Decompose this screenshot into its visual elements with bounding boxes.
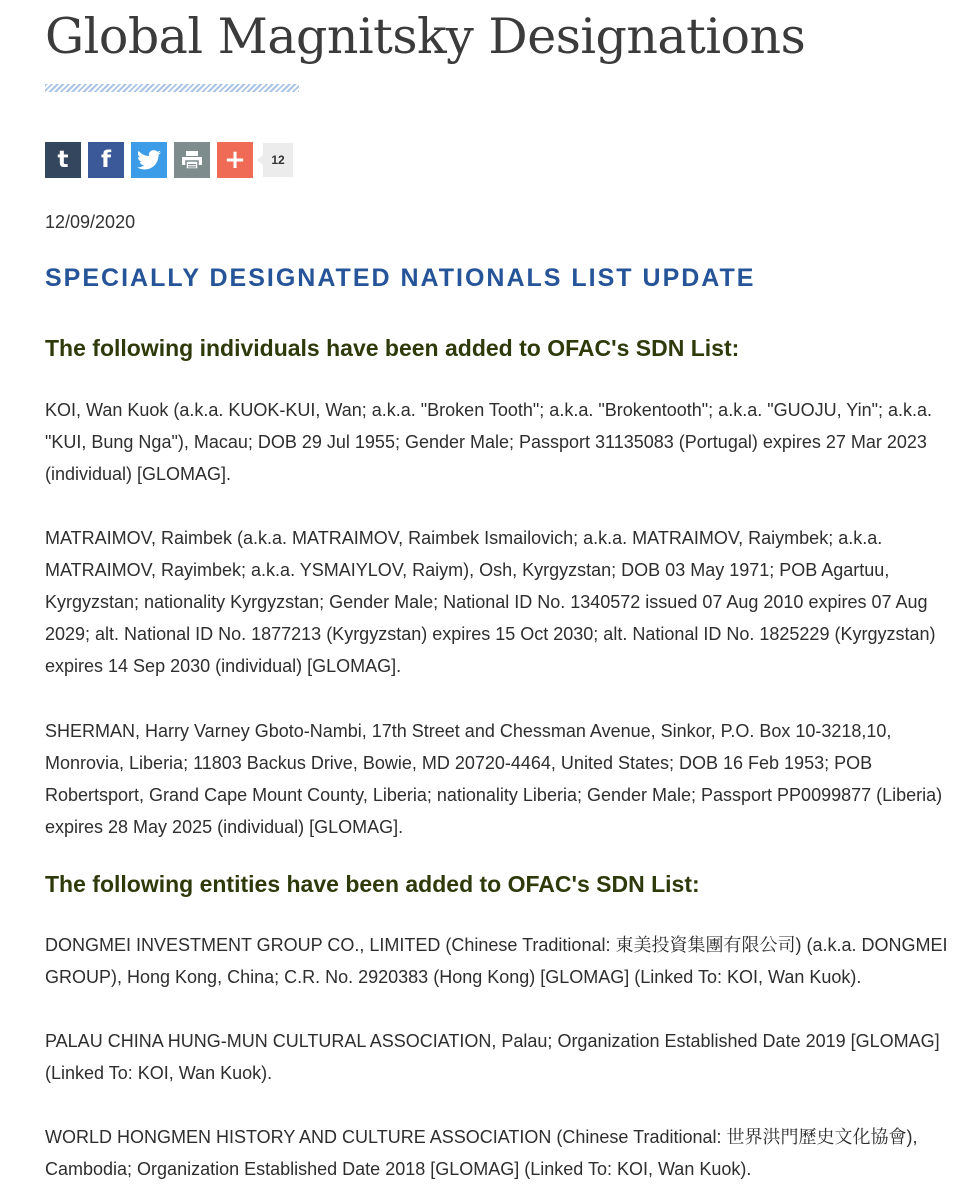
sdn-entry-individual: KOI, Wan Kuok (a.k.a. KUOK-KUI, Wan; a.k.a. "Broken Tooth"; a.k.a. "Brokentooth"; a.k.a. "GUOJU, Yin"; a.k.a. "KUI, Bung Nga"), Macau; DOB 29 Jul 1955; Gender Male; Passport 31135083 (Portugal) expires 27 Mar 2023 (individual) [GLOMAG]. [45, 400, 933, 484]
share-twitter-button[interactable] [131, 142, 167, 178]
sdn-entry-entity: DONGMEI INVESTMENT GROUP CO., LIMITED (Chinese Traditional: 東美投資集團有限公司) (a.k.a. DONGMEI GROUP), Hong Kong, China; C.R. No. 2920383 (Hong Kong) [GLOMAG] (Linked To: KOI, Wan Kuok). [45, 935, 948, 987]
page-title: Global Magnitsky Designations [45, 8, 806, 65]
sdn-entry-entity: WORLD HONGMEN HISTORY AND CULTURE ASSOCIATION (Chinese Traditional: 世界洪門歷史文化協會), Cambodia; Organization Established Date 2018 [GLOMAG] (Linked To: KOI, Wan Kuok). [45, 1127, 918, 1179]
share-tumblr-button[interactable] [45, 142, 81, 178]
sdn-entry-individual: MATRAIMOV, Raimbek (a.k.a. MATRAIMOV, Raimbek Ismailovich; a.k.a. MATRAIMOV, Raiymbek; a.k.a. MATRAIMOV, Rayimbek; a.k.a. YSMAIYLOV, Raiym), Osh, Kyrgyzstan; DOB 03 May 1971; POB Agartuu, Kyrgyzstan; nationality Kyrgyzstan; Gender Male; National ID No. 1340572 issued 07 Aug 2010 expires 07 Aug 2029; alt. National ID No. 1877213 (Kyrgyzstan) expires 15 Oct 2030; alt. National ID No. 1825229 (Kyrgyzstan) expires 14 Sep 2030 (individual) [GLOMAG]. [45, 528, 936, 676]
share-facebook-button[interactable] [88, 142, 124, 178]
publish-date: 12/09/2020 [45, 212, 136, 232]
print-icon [181, 150, 203, 170]
facebook-icon: f [100, 146, 111, 173]
title-underline-decoration [45, 84, 299, 92]
twitter-icon [137, 150, 161, 170]
share-bar [45, 142, 293, 178]
section-heading: SPECIALLY DESIGNATED NATIONALS LIST UPDATE [45, 264, 756, 292]
sdn-entry-individual: SHERMAN, Harry Varney Gboto-Nambi, 17th Street and Chessman Avenue, Sinkor, P.O. Box 10-3218,10, Monrovia, Liberia; 11803 Backus Drive, Bowie, MD 20720-4464, United States; DOB 16 Feb 1953; POB Robertsport, Grand Cape Mount County, Liberia; nationality Liberia; Gender Male; Passport PP0099877 (Liberia) expires 28 May 2025 (individual) [GLOMAG]. [45, 721, 943, 837]
individuals-heading: The following individuals have been added to OFAC's SDN List: [45, 335, 740, 361]
sdn-entry-entity: PALAU CHINA HUNG-MUN CULTURAL ASSOCIATION, Palau; Organization Established Date 2019 [GLOMAG] (Linked To: KOI, Wan Kuok). [45, 1031, 940, 1083]
print-button[interactable] [174, 142, 210, 178]
share-more-button[interactable] [217, 142, 253, 178]
tumblr-icon: t [57, 146, 69, 173]
share-count-badge: 12 [263, 143, 293, 177]
entities-heading: The following entities have been added to OFAC's SDN List: [45, 871, 700, 897]
plus-icon: + [224, 145, 246, 175]
